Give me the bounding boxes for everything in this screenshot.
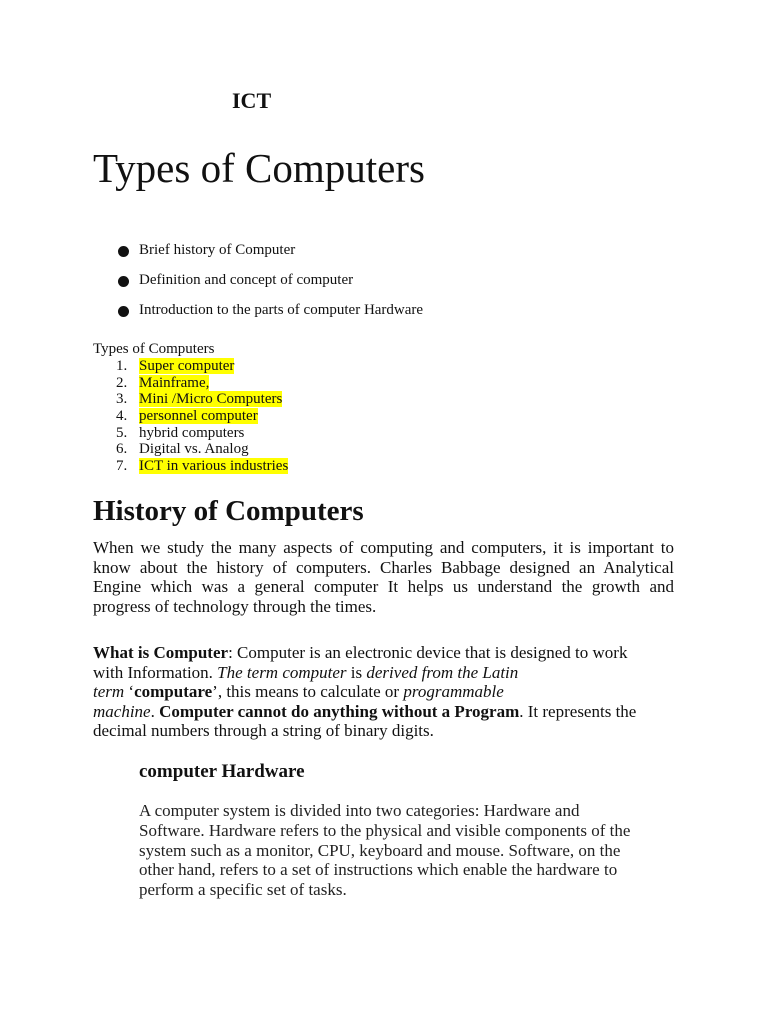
page-title: Types of Computers bbox=[93, 145, 425, 191]
bullet-dot-icon bbox=[118, 306, 129, 317]
numbered-item bbox=[116, 375, 288, 392]
text-line: know about the history of computers. Charles Babbage designed an Analytical bbox=[93, 557, 674, 577]
numbered-item bbox=[116, 441, 288, 458]
text-line bbox=[93, 643, 674, 663]
italic-span: derived from the Latin bbox=[366, 662, 519, 682]
text-line bbox=[93, 682, 674, 702]
text-line: system such as a monitor, CPU, keyboard and mouse. Software, on the bbox=[139, 840, 621, 860]
text-span: with Information. bbox=[93, 662, 218, 682]
definition-term: What is Computer bbox=[93, 643, 229, 662]
bullet-text: Introduction to the parts of computer Hardware bbox=[139, 302, 424, 318]
text-line: When we study the many aspects of computing and computers, it is important to bbox=[93, 538, 674, 557]
text-line: Software. Hardware refers to the physical and visible components of the bbox=[139, 820, 631, 840]
italic-span: The term computer bbox=[217, 662, 351, 682]
text-line: perform a specific set of tasks. bbox=[139, 880, 347, 900]
italic-span: term bbox=[93, 682, 129, 701]
bold-span: Computer cannot do anything without a Program bbox=[159, 701, 520, 721]
types-list-label: Types of Computers bbox=[93, 341, 215, 357]
text-span: : Computer is an electronic device that is designed to work bbox=[228, 643, 628, 662]
text-line: other hand, refers to a set of instructions which enable the hardware to bbox=[139, 860, 618, 880]
item-number: 5. bbox=[116, 424, 128, 441]
text-span: . bbox=[150, 701, 160, 721]
text-line bbox=[93, 702, 674, 722]
subject-heading: ICT bbox=[232, 88, 272, 113]
italic-span: programmable bbox=[403, 682, 504, 701]
item-text: hybrid computers bbox=[139, 424, 245, 441]
numbered-item bbox=[116, 358, 288, 375]
text-line: progress of technology through the times. bbox=[93, 596, 377, 616]
what-is-computer-paragraph bbox=[93, 643, 674, 741]
numbered-item bbox=[116, 425, 288, 442]
text-line: Engine which was a general computer It helps us understand the growth and bbox=[93, 577, 674, 596]
history-heading: History of Computers bbox=[93, 495, 364, 527]
hardware-heading: computer Hardware bbox=[139, 761, 305, 782]
history-paragraph bbox=[93, 538, 674, 616]
numbered-item bbox=[116, 458, 288, 475]
item-text: Digital vs. Analog bbox=[139, 441, 249, 458]
item-text: personnel computer bbox=[139, 408, 258, 425]
item-text: ICT in various industries bbox=[139, 458, 289, 475]
text-span: ’, this means to calculate or bbox=[212, 682, 404, 701]
item-number: 7. bbox=[116, 458, 128, 475]
bullet-text: Definition and concept of computer bbox=[139, 272, 354, 288]
text-span: is bbox=[350, 662, 367, 682]
bullet-dot-icon bbox=[118, 276, 129, 287]
text-line: decimal numbers through a string of binary digits. bbox=[93, 721, 434, 740]
text-line: A computer system is divided into two categories: Hardware and bbox=[139, 801, 580, 820]
numbered-item bbox=[116, 408, 288, 425]
item-text: Super computer bbox=[139, 358, 235, 374]
item-text: Mainframe, bbox=[139, 374, 210, 391]
bold-span: computare bbox=[134, 682, 213, 701]
item-number: 2. bbox=[116, 374, 128, 391]
bullet-dot-icon bbox=[118, 246, 129, 257]
text-span: . It represents the bbox=[519, 701, 637, 721]
bullet-text: Brief history of Computer bbox=[139, 242, 296, 258]
item-number: 6. bbox=[116, 441, 128, 458]
text-line bbox=[93, 663, 674, 683]
item-number: 1. bbox=[116, 358, 128, 374]
item-number: 4. bbox=[116, 408, 128, 425]
hardware-paragraph bbox=[139, 801, 679, 900]
text-span: ‘ bbox=[128, 682, 135, 701]
item-number: 3. bbox=[116, 391, 128, 408]
item-text: Mini /Micro Computers bbox=[139, 391, 283, 408]
types-numbered-list bbox=[116, 358, 288, 475]
italic-span: machine bbox=[93, 701, 151, 721]
numbered-item bbox=[116, 391, 288, 408]
